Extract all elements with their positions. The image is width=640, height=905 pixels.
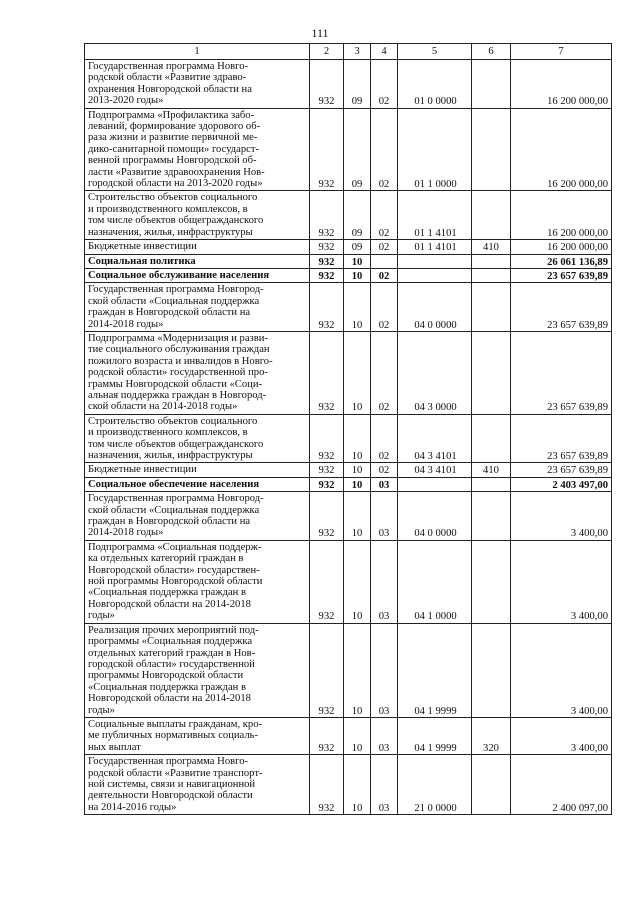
row-amount: 23 657 639,89 — [511, 331, 612, 414]
row-target-article: 21 0 0000 — [398, 755, 472, 815]
row-name — [85, 492, 310, 541]
row-amount: 3 400,00 — [511, 717, 612, 754]
row-amount: 2 403 497,00 — [511, 477, 612, 491]
row-name-text: Подпрограмма «Профилактика забо- леваний, формирование здорового об- раза жизни и развитие первичной ме- дико-санитарной помощи» государст- венной программы Новгородской об- ласти «Развитие здравоохранения Нов- городской области на 2013-2020 годы» — [88, 109, 265, 190]
table-row — [85, 108, 612, 191]
page-number: 111 — [311, 26, 329, 40]
row-name-text: Социальные выплаты гражданам, кро- ме публичных нормативных социаль- ных выплат — [88, 718, 263, 753]
table-row — [85, 283, 612, 332]
row-target-article: 04 0 0000 — [398, 492, 472, 541]
row-subsection-code: 02 — [371, 240, 398, 254]
row-name — [85, 414, 310, 463]
row-subsection-code: 02 — [371, 283, 398, 332]
row-gr-code: 932 — [310, 623, 344, 717]
row-name — [85, 540, 310, 623]
row-amount: 3 400,00 — [511, 540, 612, 623]
row-target-article: 04 3 0000 — [398, 331, 472, 414]
row-subsection-code: 03 — [371, 717, 398, 754]
row-name — [85, 268, 310, 282]
row-subsection-code: 02 — [371, 414, 398, 463]
row-amount: 23 657 639,89 — [511, 463, 612, 477]
row-expense-type — [472, 755, 511, 815]
row-gr-code: 932 — [310, 254, 344, 268]
row-target-article: 01 0 0000 — [398, 60, 472, 109]
row-gr-code: 932 — [310, 414, 344, 463]
table-row — [85, 191, 612, 240]
row-section-code: 10 — [344, 755, 371, 815]
row-gr-code: 932 — [310, 60, 344, 109]
row-name-text: Строительство объектов социального и производственного комплексов, в том числе объектов общегражданского назначения, жилья, инфраструктуры — [88, 192, 264, 238]
table-row — [85, 254, 612, 268]
row-gr-code: 932 — [310, 540, 344, 623]
table-row — [85, 492, 612, 541]
row-section-code: 09 — [344, 60, 371, 109]
row-amount: 16 200 000,00 — [511, 108, 612, 191]
row-name — [85, 755, 310, 815]
row-target-article: 04 3 4101 — [398, 414, 472, 463]
row-section-code: 10 — [344, 623, 371, 717]
budget-table — [84, 43, 612, 815]
row-subsection-code: 02 — [371, 463, 398, 477]
row-amount: 16 200 000,00 — [511, 60, 612, 109]
row-expense-type: 410 — [472, 240, 511, 254]
row-target-article: 01 1 0000 — [398, 108, 472, 191]
row-amount: 2 400 097,00 — [511, 755, 612, 815]
row-name — [85, 191, 310, 240]
row-name-text: Социальное обеспечение населения — [88, 478, 260, 490]
table-row — [85, 331, 612, 414]
row-name — [85, 331, 310, 414]
row-name — [85, 623, 310, 717]
row-name — [85, 463, 310, 477]
row-section-code: 09 — [344, 191, 371, 240]
row-name — [85, 254, 310, 268]
row-target-article: 04 0 0000 — [398, 283, 472, 332]
row-section-code: 10 — [344, 463, 371, 477]
row-gr-code: 932 — [310, 283, 344, 332]
row-gr-code: 932 — [310, 492, 344, 541]
row-section-code: 09 — [344, 108, 371, 191]
row-subsection-code: 03 — [371, 755, 398, 815]
table-row — [85, 268, 612, 282]
row-name-text: Государственная программа Новго- родской области «Развитие здраво- охранения Новгородской области на 2013-2020 годы» — [88, 61, 252, 107]
row-target-article: 04 1 0000 — [398, 540, 472, 623]
row-subsection-code: 03 — [371, 540, 398, 623]
row-expense-type — [472, 414, 511, 463]
row-amount: 3 400,00 — [511, 492, 612, 541]
row-name-text: Социальное обслуживание населения — [88, 269, 270, 281]
row-name — [85, 477, 310, 491]
row-section-code: 09 — [344, 240, 371, 254]
row-subsection-code: 02 — [371, 60, 398, 109]
row-amount: 3 400,00 — [511, 623, 612, 717]
table-row — [85, 414, 612, 463]
column-header: 7 — [511, 44, 612, 60]
column-header: 1 — [85, 44, 310, 60]
row-subsection-code: 02 — [371, 108, 398, 191]
row-gr-code: 932 — [310, 240, 344, 254]
row-expense-type — [472, 191, 511, 240]
table-row — [85, 540, 612, 623]
row-gr-code: 932 — [310, 191, 344, 240]
row-name-text: Государственная программа Новгород- ской области «Социальная поддержка граждан в Новгородской области на 2014-2018 годы» — [88, 284, 264, 330]
row-name-text: Социальная политика — [88, 255, 196, 267]
row-section-code: 10 — [344, 540, 371, 623]
column-header: 2 — [310, 44, 344, 60]
row-name-text: Бюджетные инвестиции — [88, 241, 197, 253]
column-header: 4 — [371, 44, 398, 60]
table-body — [85, 44, 612, 815]
row-expense-type — [472, 623, 511, 717]
row-section-code: 10 — [344, 492, 371, 541]
column-header: 3 — [344, 44, 371, 60]
table-row — [85, 623, 612, 717]
row-expense-type — [472, 492, 511, 541]
row-target-article: 04 1 9999 — [398, 623, 472, 717]
row-name — [85, 108, 310, 191]
row-amount: 16 200 000,00 — [511, 240, 612, 254]
row-section-code: 10 — [344, 477, 371, 491]
row-name — [85, 283, 310, 332]
row-name-text: Реализация прочих мероприятий под- программы «Социальная поддержка отдельных категорий граждан в Нов- городской области» государственной программы Новгородской области «Социальная поддержка граждан в Новгородской области на 2014-2018 годы» — [88, 624, 259, 716]
row-subsection-code: 03 — [371, 492, 398, 541]
row-subsection-code: 02 — [371, 268, 398, 282]
row-subsection-code: 03 — [371, 623, 398, 717]
row-expense-type — [472, 331, 511, 414]
table-row — [85, 477, 612, 491]
table-row — [85, 240, 612, 254]
row-expense-type — [472, 60, 511, 109]
row-section-code: 10 — [344, 717, 371, 754]
row-expense-type — [472, 283, 511, 332]
row-expense-type: 320 — [472, 717, 511, 754]
column-header: 6 — [472, 44, 511, 60]
table-row — [85, 717, 612, 754]
row-gr-code: 932 — [310, 331, 344, 414]
row-name-text: Государственная программа Новго- родской области «Развитие транспорт- ной системы, связи и навигационной деятельности Новгородской области на 2014-2016 годы» — [88, 756, 263, 813]
row-expense-type — [472, 254, 511, 268]
row-name-text: Государственная программа Новгород- ской области «Социальная поддержка граждан в Новгородской области на 2014-2018 годы» — [88, 493, 264, 539]
row-gr-code: 932 — [310, 755, 344, 815]
column-header: 5 — [398, 44, 472, 60]
row-amount: 23 657 639,89 — [511, 268, 612, 282]
row-expense-type — [472, 108, 511, 191]
table-row — [85, 463, 612, 477]
row-gr-code: 932 — [310, 477, 344, 491]
row-target-article — [398, 268, 472, 282]
row-target-article — [398, 477, 472, 491]
row-expense-type — [472, 477, 511, 491]
row-target-article: 04 3 4101 — [398, 463, 472, 477]
row-target-article: 04 1 9999 — [398, 717, 472, 754]
table-row — [85, 755, 612, 815]
row-gr-code: 932 — [310, 108, 344, 191]
row-target-article: 01 1 4101 — [398, 240, 472, 254]
row-gr-code: 932 — [310, 463, 344, 477]
row-target-article — [398, 254, 472, 268]
row-section-code: 10 — [344, 414, 371, 463]
row-subsection-code — [371, 254, 398, 268]
row-gr-code: 932 — [310, 717, 344, 754]
row-name — [85, 240, 310, 254]
row-name-text: Подпрограмма «Социальная поддерж- ка отдельных категорий граждан в Новгородской области» государствен- ной программы Новгородской области «Социальная поддержка граждан в Новгородской области на 2014-2018 годы» — [88, 541, 263, 622]
row-section-code: 10 — [344, 283, 371, 332]
row-section-code: 10 — [344, 268, 371, 282]
row-name-text: Бюджетные инвестиции — [88, 464, 197, 476]
row-name — [85, 717, 310, 754]
row-name-text: Строительство объектов социального и производственного комплексов, в том числе объектов общегражданского назначения, жилья, инфраструктуры — [88, 415, 264, 461]
row-subsection-code: 03 — [371, 477, 398, 491]
row-target-article: 01 1 4101 — [398, 191, 472, 240]
row-subsection-code: 02 — [371, 331, 398, 414]
row-section-code: 10 — [344, 254, 371, 268]
row-amount: 26 061 136,89 — [511, 254, 612, 268]
row-gr-code: 932 — [310, 268, 344, 282]
row-amount: 23 657 639,89 — [511, 283, 612, 332]
row-name-text: Подпрограмма «Модернизация и разви- тие социального обслуживания граждан пожилого возраста и инвалидов в Новго- родской области» государственной про- граммы Новгородской области «Соци- альная поддержка граждан в Новгород- ской области на 2014-2018 годы» — [88, 332, 273, 413]
column-number-row — [85, 44, 612, 60]
row-expense-type — [472, 268, 511, 282]
table-row — [85, 60, 612, 109]
row-amount: 23 657 639,89 — [511, 414, 612, 463]
row-subsection-code: 02 — [371, 191, 398, 240]
row-amount: 16 200 000,00 — [511, 191, 612, 240]
row-expense-type: 410 — [472, 463, 511, 477]
row-section-code: 10 — [344, 331, 371, 414]
row-name — [85, 60, 310, 109]
row-expense-type — [472, 540, 511, 623]
